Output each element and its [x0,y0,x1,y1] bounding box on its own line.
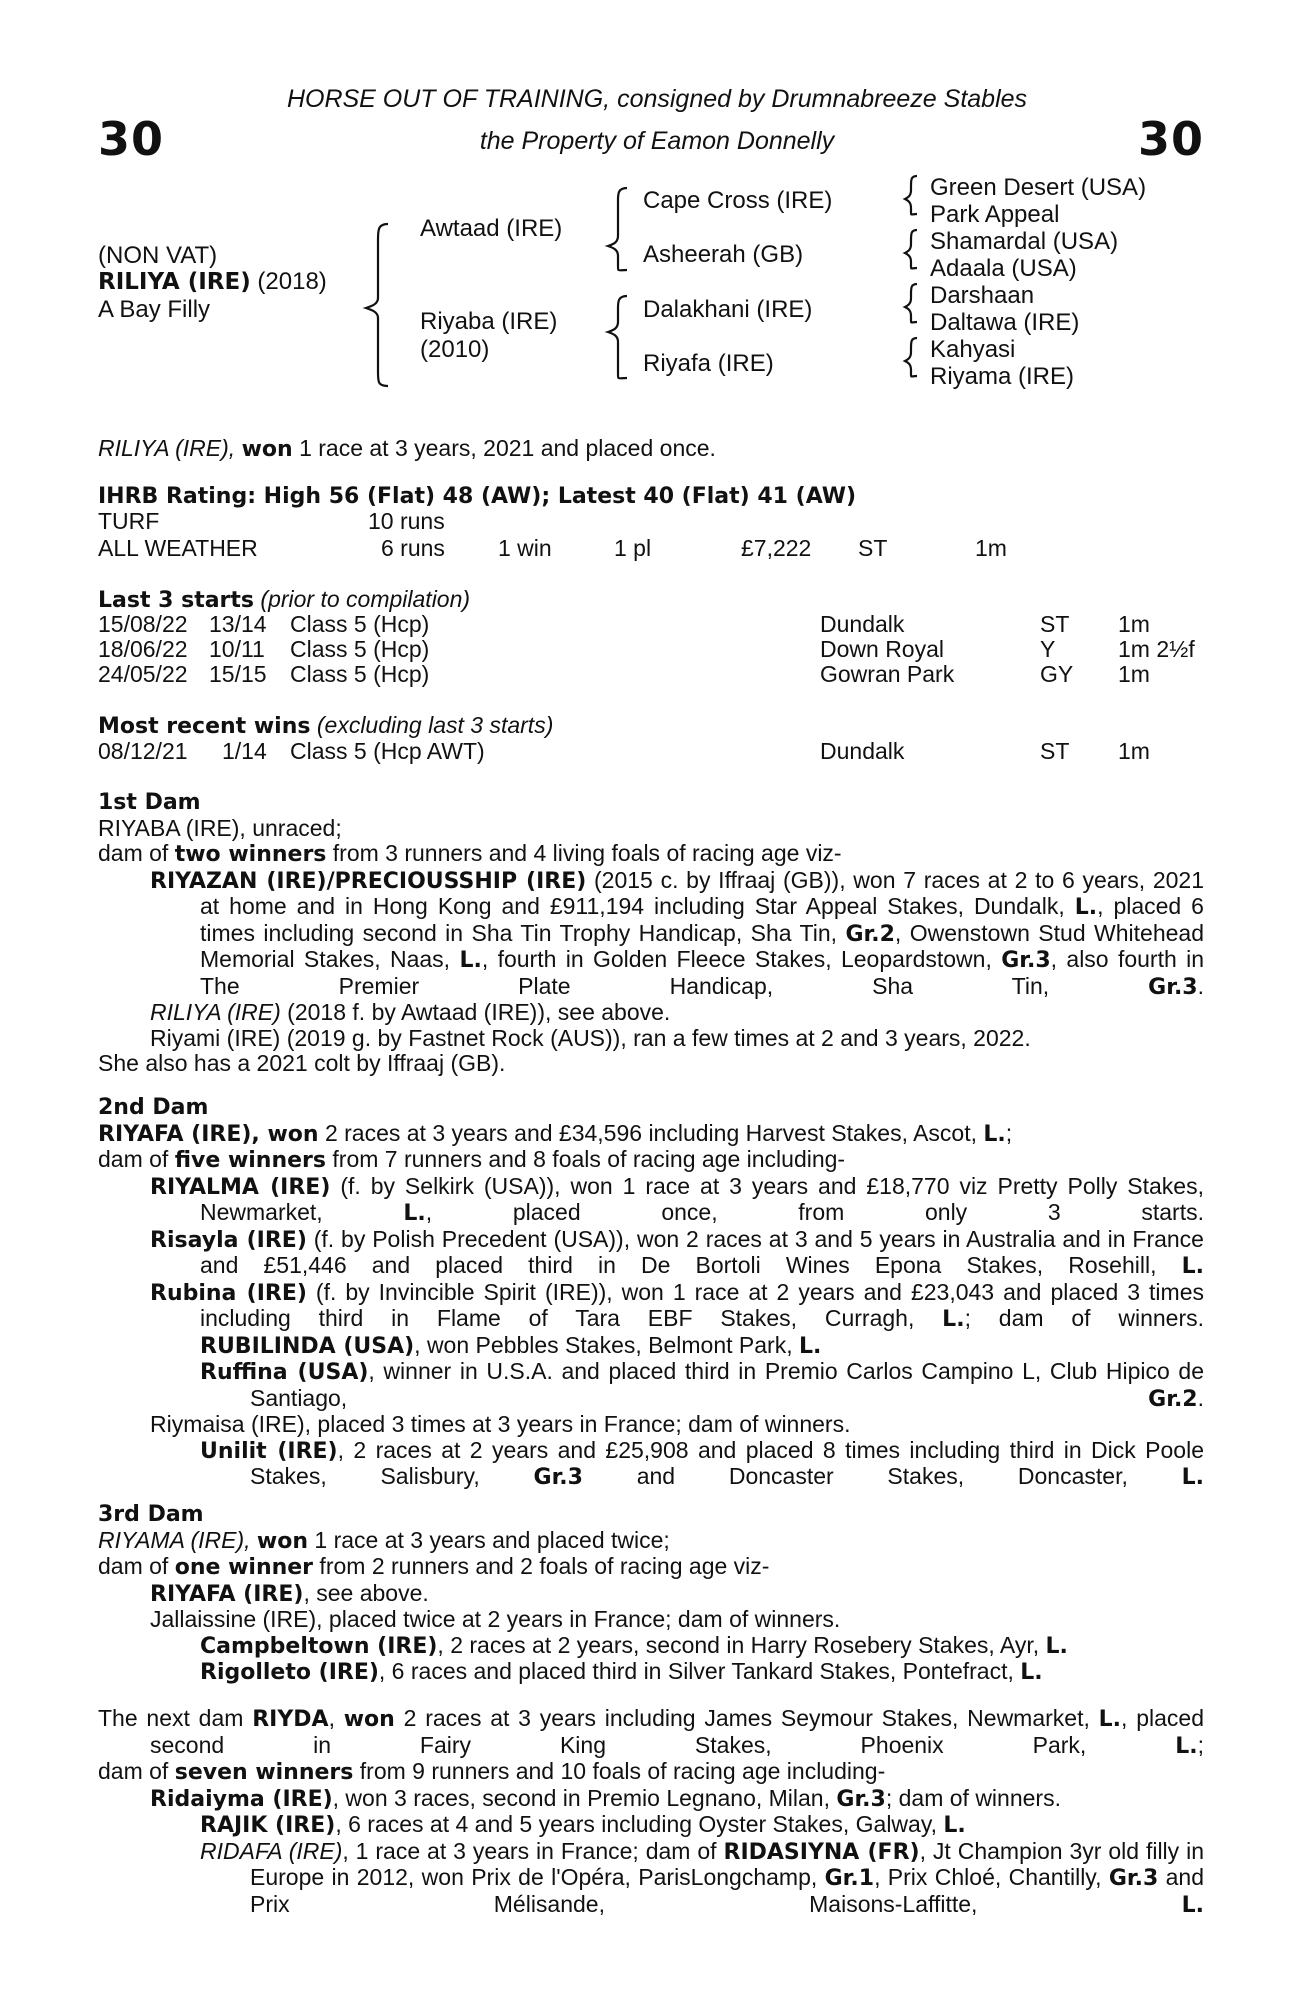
vat-status: (NON VAT) [98,242,218,269]
dam-name: RIYAMA (IRE), [98,1526,257,1553]
start-date: 24/05/22 [98,661,188,687]
start-class: Class 5 (Hcp) [290,661,430,687]
text-fragment: , 6 races and placed third in Silver Tankard Stakes, Pontefract, [378,1658,1021,1684]
win-distance: 1m [1118,738,1150,764]
race-grade: L. [1020,1660,1043,1685]
text-fragment: (f. by Invincible Spirit (IRE)), won 1 race at 2 years and £23,043 and placed 3 times including third in Flame of Tara EBF Stakes, Curragh, [200,1278,1204,1331]
grand-progeny-entry [200,1359,1204,1412]
progeny-name: Rigolleto (IRE) [200,1660,379,1685]
grand-progeny-entry [98,1659,1204,1686]
race-grade: Gr.1 [824,1866,875,1891]
text-fragment: The next dam [98,1705,253,1731]
grand-progeny-entry [98,1333,1204,1360]
record-going: ST [858,535,888,561]
progeny-entry [98,1786,1204,1813]
start-row [98,637,1204,663]
winners-count: five winners [174,1148,327,1173]
text-fragment: , winner in U.S.A. and placed third in Premio Carlos Campino L, Club Hipico de Santiago, [250,1358,1204,1411]
text-fragment: dam of [98,1758,175,1784]
summary-won: won [241,437,293,462]
progeny-name: RIYAFA (IRE) [150,1581,304,1607]
text-fragment: , placed 6 times including second in Sha Tin Trophy Handicap, Sha Tin, [200,893,1204,946]
text-fragment: ; [1197,1731,1204,1758]
race-grade: L. [1074,895,1098,920]
winners-count: one winner [174,1555,314,1580]
text-fragment: , placed second in Fairy King Stakes, Phoenix Park, [150,1705,1204,1758]
race-grade: L. [983,1121,1006,1147]
grand-progeny-entry [98,1812,1204,1839]
dam-dam: Riyafa (IRE) [643,350,774,377]
record-places: 1 pl [614,535,652,561]
start-course: Dundalk [820,611,905,637]
first-dam-produce-line [98,841,1204,868]
text-fragment: , fourth in Golden Fleece Stakes, Leopardstown, [481,946,1002,972]
text-fragment: . [1197,1384,1204,1411]
text-fragment: from 9 runners and 10 foals of racing age including- [353,1758,886,1784]
text-fragment: ; dam of winners. [885,1784,1061,1811]
gg-sire-3: Darshaan [930,282,1035,309]
text-fragment: , won 3 races, second in Premio Legnano, Milan, [332,1784,837,1811]
grand-progeny-entry [200,1839,1204,1919]
race-grade: L. [1181,1254,1204,1279]
text-fragment: , 2 races at 2 years and £25,908 and placed 8 times including third in Dick Poole Stakes, Salisbury, [250,1436,1205,1489]
progeny-name: Rubina (IRE) [150,1280,307,1306]
summary-name: RILIYA (IRE), [98,435,236,461]
win-course: Dundalk [820,738,905,764]
consignor-line: HORSE OUT OF TRAINING, consigned by Drumnabreeze Stables [286,85,1028,113]
gg-dam-1: Park Appeal [930,201,1060,228]
next-dam-produce-line [98,1759,1204,1786]
race-grade: L. [1045,1633,1068,1659]
text-fragment: , 6 races at 4 and 5 years including Oyster Stakes, Galway, [335,1811,944,1837]
third-dam-produce-line [98,1554,1204,1581]
progeny-entry [150,868,1204,1001]
sire-sire: Cape Cross (IRE) [643,187,833,214]
record-surface: TURF [98,508,160,534]
gg-sire-2: Shamardal (USA) [930,228,1119,255]
rating-line: IHRB Rating: High 56 (Flat) 48 (AW); Latest 40 (Flat) 41 (AW) [98,484,857,509]
dam-name: RIYDA [252,1707,329,1732]
start-going: Y [1040,636,1056,662]
last3-heading [98,587,1204,614]
race-grade: L. [1181,1892,1204,1918]
text-fragment: , Jt Champion 3yr old filly in Europe in 2012, won Prix de l'Opéra, ParisLongchamp, [250,1837,1204,1890]
text-fragment: dam of [98,840,175,866]
progeny-name: RUBILINDA (USA) [200,1333,415,1359]
progeny-name: Unilit (IRE) [200,1438,338,1464]
start-position: 10/11 [209,636,265,662]
progeny-entry: Riymaisa (IRE), placed 3 times at 3 years in France; dam of winners. [150,1411,851,1437]
horse-year: (2018) [257,268,327,295]
text-fragment: from 3 runners and 4 living foals of racing age viz- [326,840,842,866]
recent-wins-heading [98,713,1204,740]
property-line: the Property of Eamon Donnelly [479,127,835,155]
race-grade: Gr.2 [1148,1386,1198,1412]
third-dam-section [98,1502,1204,1686]
grand-progeny-entry [98,1633,1204,1660]
progeny-name: RIYAZAN (IRE)/PRECIOUSSHIP (IRE) [150,868,587,894]
record-surface: ALL WEATHER [98,535,258,561]
gg-dam-2: Adaala (USA) [930,255,1077,282]
progeny-entry: Jallaissine (IRE), placed twice at 2 years in France; dam of winners. [150,1606,841,1632]
race-grade: L. [1175,1733,1198,1759]
start-position: 13/14 [209,611,267,637]
first-dam-heading: 1st Dam [98,790,201,815]
text-fragment: ; [1005,1119,1013,1146]
summary-text: 1 race at 3 years, 2021 and placed once. [292,435,716,461]
race-grade: Gr.3 [533,1465,583,1490]
next-dam-line [98,1706,1204,1759]
text-fragment: , 1 race at 3 years in France; dam of [342,1837,724,1864]
sire-dam: Asheerah (GB) [643,241,804,268]
start-class: Class 5 (Hcp) [290,636,430,662]
text-fragment: (f. by Polish Precedent (USA)), won 2 races at 3 and 5 years in Australia and in France and £51,446 and placed third in De Bortoli Wines Epona Stakes, Rosehill, [200,1225,1204,1278]
recent-wins-title: Most recent wins [98,714,311,739]
text-fragment: 1 race at 3 years and placed twice; [308,1526,670,1553]
record-all-weather [98,536,1204,562]
grand-progeny-entry [200,1438,1204,1491]
progeny-entry [98,1581,1204,1608]
won-label: won [343,1707,395,1732]
text-fragment: . [1197,972,1204,999]
second-dam-produce-line [98,1147,1204,1174]
text-fragment: , Owenstown Stud Whitehead Memorial Stakes, Naas, [200,919,1204,972]
text-fragment: (f. by Selkirk (USA)), won 1 race at 3 years and £18,770 viz Pretty Polly Stakes, Newmarket, [200,1172,1204,1225]
progeny-name: RIDASIYNA (FR) [723,1839,920,1865]
winners-count: seven winners [174,1760,354,1785]
progeny-name: RIDAFA (IRE) [200,1837,343,1864]
race-grade: L. [798,1333,822,1359]
horse-description: A Bay Filly [98,296,211,323]
text-fragment: dam of [98,1146,175,1172]
first-dam-line: RIYABA (IRE), unraced; [98,814,342,841]
win-date: 08/12/21 [98,738,188,764]
last3-title: Last 3 starts [98,588,255,613]
dam-name: RIYAFA (IRE), won [98,1121,319,1147]
race-grade: Gr.2 [845,921,895,947]
second-dam-line [98,1121,1204,1148]
progeny-entry [150,1227,1204,1280]
text-fragment: (2018 f. by Awtaad (IRE)), see above. [280,999,671,1025]
start-going: GY [1040,661,1074,687]
start-course: Gowran Park [820,661,955,687]
race-grade: Gr.3 [1001,948,1051,973]
race-grade: L. [403,1201,426,1226]
horse-name: RILIYA (IRE) [98,269,251,295]
progeny-name: Ruffina (USA) [200,1360,369,1385]
race-summary [98,436,1204,463]
progeny-name: RAJIK (IRE) [200,1813,336,1838]
progeny-entry: Riyami (IRE) (2019 g. by Fastnet Rock (AUS)), ran a few times at 2 and 3 years, 2022. [150,1024,1031,1051]
second-dam-section [98,1095,1204,1491]
race-grade: Gr.3 [836,1786,886,1812]
last3-note: (prior to compilation) [260,586,471,612]
progeny-entry [98,1000,1204,1026]
gg-dam-3: Daltawa (IRE) [930,309,1080,336]
record-wins: 1 win [498,535,552,561]
lot-number-left: 30 [98,112,165,166]
race-grade: L. [942,1307,965,1332]
start-distance: 1m [1118,611,1150,637]
text-fragment: , also fourth in The Premier Plate Handicap, Sha Tin, [200,946,1205,999]
text-fragment: , won Pebbles Stakes, Belmont Park, [414,1331,799,1358]
winners-count: two winners [174,842,327,867]
start-going: ST [1040,611,1070,637]
progeny-entry [150,1280,1204,1333]
start-position: 15/15 [209,661,267,687]
win-row [98,739,1204,765]
first-dam-section [98,790,1204,1077]
race-grade: L. [1181,1465,1204,1490]
win-going: ST [1040,738,1070,764]
progeny-entry [150,1174,1204,1227]
text-fragment: and Prix Mélisande, Maisons-Laffitte, [250,1864,1205,1917]
won-label: won [256,1528,308,1554]
record-turf [98,509,1204,535]
text-fragment: 2 races at 3 years including James Seymour Stakes, Newmarket, [394,1705,1099,1731]
progeny-name: Campbeltown (IRE) [200,1633,438,1659]
progeny-name: RIYALMA (IRE) [150,1174,331,1200]
text-fragment: dam of [98,1553,175,1579]
record-prize: £7,222 [741,535,812,561]
lot-number-right: 30 [1137,112,1204,166]
text-fragment: ; dam of winners. [964,1305,1204,1331]
text-fragment: from 2 runners and 2 foals of racing age viz- [313,1553,770,1579]
text-fragment: and Doncaster Stakes, Doncaster, [582,1463,1182,1489]
third-dam-heading: 3rd Dam [98,1502,204,1527]
start-date: 15/08/22 [98,611,188,637]
horse-name-line [98,268,327,296]
dam-sire: Dalakhani (IRE) [643,296,813,323]
gg-sire-4: Kahyasi [930,336,1016,363]
sire: Awtaad (IRE) [420,215,563,242]
text-fragment: , placed once, from only 3 starts. [425,1199,1204,1225]
progeny-name: Risayla (IRE) [150,1227,307,1253]
recent-wins-note: (excluding last 3 starts) [316,712,554,738]
text-fragment: , Prix Chloé, Chantilly, [874,1864,1109,1890]
start-course: Down Royal [820,636,944,662]
dam-name: Riyaba (IRE) [420,308,558,335]
third-dam-line [98,1528,1204,1555]
gg-sire-1: Green Desert (USA) [930,174,1147,201]
race-grade: L. [943,1813,966,1838]
text-fragment: , 2 races at 2 years, second in Harry Rosebery Stakes, Ayr, [437,1631,1046,1658]
progeny-name: Ridaiyma (IRE) [150,1786,333,1812]
start-distance: 1m [1118,661,1150,687]
race-grade: L. [459,948,482,973]
start-date: 18/06/22 [98,636,188,662]
foal-note: She also has a 2021 colt by Iffraaj (GB). [98,1050,506,1076]
start-class: Class 5 (Hcp) [290,611,430,637]
gg-dam-4: Riyama (IRE) [930,363,1075,390]
start-distance: 1m 2½f [1118,636,1195,662]
text-fragment: from 7 runners and 8 foals of racing age including- [326,1146,846,1172]
dam-year: (2010) [420,336,490,363]
next-dam-section [98,1706,1204,1918]
text-fragment: , see above. [303,1579,429,1606]
second-dam-heading: 2nd Dam [98,1095,209,1120]
win-position: 1/14 [222,738,267,764]
text-fragment: 2 races at 3 years and £34,596 including Harvest Stakes, Ascot, [318,1119,984,1146]
record-runs: 10 runs [368,508,445,534]
progeny-name: RILIYA (IRE) [150,999,281,1025]
text-fragment: , [328,1705,344,1731]
start-row [98,612,1204,638]
race-grade: L. [1098,1707,1122,1732]
record-distance: 1m [975,535,1007,561]
race-grade: Gr.3 [1108,1866,1159,1891]
race-grade: Gr.3 [1148,974,1198,1000]
text-fragment: (2015 c. by Iffraaj (GB)), won 7 races at 2 to 6 years, 2021 at home and in Hong Kong and £911,194 including Star Appeal Stakes, Dundalk, [200,866,1204,919]
win-class: Class 5 (Hcp AWT) [290,738,485,764]
record-runs: 6 runs [381,535,445,561]
start-row [98,662,1204,688]
